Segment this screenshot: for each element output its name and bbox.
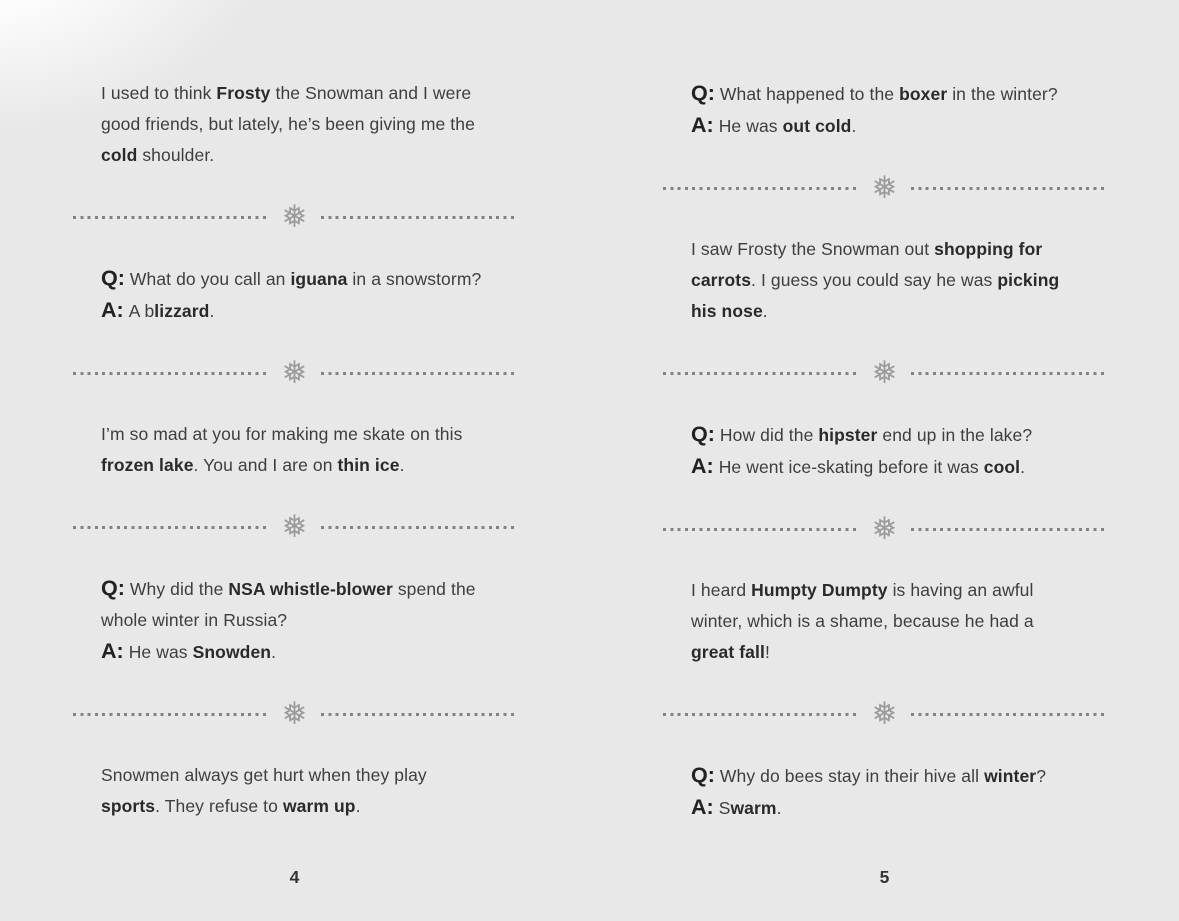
snowflake-divider bbox=[663, 510, 1106, 546]
joke-bold-text: boxer bbox=[899, 84, 948, 104]
joke-bold-text: cold bbox=[101, 145, 138, 165]
snowflake-divider bbox=[663, 354, 1106, 390]
joke-text: . bbox=[355, 796, 361, 816]
joke-text: . bbox=[271, 642, 277, 662]
joke-paragraph bbox=[73, 760, 516, 822]
snowflake-icon: ❅ bbox=[871, 354, 898, 390]
joke-text: the Snowman and I were good friends, but lately, he’s been giving me the bbox=[101, 83, 475, 134]
snowflake-icon: ❅ bbox=[281, 354, 308, 390]
joke-bold-text: picking his nose bbox=[691, 270, 1060, 321]
page-right bbox=[663, 78, 1106, 921]
dotted-line bbox=[73, 713, 269, 716]
joke-paragraph bbox=[663, 575, 1106, 668]
snowflake-icon: ❅ bbox=[281, 198, 308, 234]
dotted-line bbox=[73, 372, 269, 375]
joke-text: I saw Frosty the Snowman out bbox=[691, 239, 935, 259]
dotted-line bbox=[911, 528, 1107, 531]
snowflake-divider bbox=[73, 354, 516, 390]
joke-bold-text: Frosty bbox=[216, 83, 271, 103]
joke-text: A b bbox=[128, 301, 155, 321]
dotted-line bbox=[321, 372, 517, 375]
joke-bold-text: frozen lake bbox=[101, 455, 194, 475]
answer-prefix: A: bbox=[691, 454, 714, 478]
qa-question-line bbox=[663, 419, 1106, 451]
joke-text: What do you call an bbox=[129, 269, 291, 289]
joke-text: What happened to the bbox=[719, 84, 900, 104]
joke-bold-text: Humpty Dumpty bbox=[751, 580, 888, 600]
dotted-line bbox=[911, 372, 1107, 375]
dotted-line bbox=[73, 216, 269, 219]
snowflake-divider bbox=[73, 508, 516, 544]
joke-text: He was bbox=[128, 642, 193, 662]
joke-bold-text: hipster bbox=[818, 425, 878, 445]
joke-paragraph bbox=[663, 234, 1106, 327]
joke-text: shoulder. bbox=[137, 145, 215, 165]
question-prefix: Q: bbox=[691, 81, 715, 105]
answer-prefix: A: bbox=[101, 298, 124, 322]
joke-text: I used to think bbox=[101, 83, 217, 103]
joke-text: in the winter? bbox=[947, 84, 1058, 104]
dotted-line bbox=[911, 713, 1107, 716]
question-prefix: Q: bbox=[101, 576, 125, 600]
joke-bold-text: winter bbox=[984, 766, 1037, 786]
joke-text: He went ice-skating before it was bbox=[718, 457, 984, 477]
page-number: 5 bbox=[879, 867, 890, 887]
dotted-line bbox=[663, 713, 859, 716]
joke-text: end up in the lake? bbox=[877, 425, 1033, 445]
joke-bold-text: out cold bbox=[782, 116, 852, 136]
dotted-line bbox=[321, 216, 517, 219]
qa-answer-line bbox=[663, 792, 1106, 824]
dotted-line bbox=[663, 528, 859, 531]
joke-text: Why do bees stay in their hive all bbox=[719, 766, 985, 786]
joke-bold-text: warm bbox=[730, 798, 777, 818]
joke-text: Why did the bbox=[129, 579, 229, 599]
joke-text: I heard bbox=[691, 580, 752, 600]
dotted-line bbox=[911, 187, 1107, 190]
joke-text: spend the whole winter in Russia? bbox=[101, 579, 476, 630]
dotted-line bbox=[321, 526, 517, 529]
joke-bold-text: great fall bbox=[691, 642, 765, 662]
page-footer bbox=[663, 867, 1106, 921]
joke-paragraph bbox=[73, 419, 516, 481]
qa-answer-line bbox=[663, 451, 1106, 483]
snowflake-divider bbox=[663, 169, 1106, 205]
joke-text: ! bbox=[764, 642, 770, 662]
joke-bold-text: Snowden bbox=[192, 642, 272, 662]
qa-answer-line bbox=[663, 110, 1106, 142]
joke-bold-text: shopping for carrots bbox=[691, 239, 1043, 290]
joke-text: S bbox=[718, 798, 731, 818]
page-left bbox=[73, 78, 516, 921]
snowflake-icon: ❅ bbox=[871, 169, 898, 205]
joke-paragraph bbox=[73, 78, 516, 171]
snowflake-icon: ❅ bbox=[871, 695, 898, 731]
joke-bold-text: lizzard bbox=[154, 301, 210, 321]
joke-text: . bbox=[776, 798, 782, 818]
joke-text: How did the bbox=[719, 425, 819, 445]
joke-text: ? bbox=[1036, 766, 1047, 786]
joke-text: . They refuse to bbox=[155, 796, 283, 816]
qa-question-line bbox=[663, 78, 1106, 110]
joke-text: Snowmen always get hurt when they play bbox=[101, 765, 427, 785]
joke-text: . bbox=[851, 116, 857, 136]
joke-text: in a snowstorm? bbox=[347, 269, 482, 289]
question-prefix: Q: bbox=[691, 422, 715, 446]
page-content bbox=[73, 78, 516, 822]
snowflake-icon: ❅ bbox=[281, 508, 308, 544]
qa-question-line bbox=[663, 760, 1106, 792]
dotted-line bbox=[321, 713, 517, 716]
dotted-line bbox=[663, 187, 859, 190]
snowflake-icon: ❅ bbox=[281, 695, 308, 731]
page-number: 4 bbox=[289, 867, 300, 887]
qa-answer-line bbox=[73, 295, 516, 327]
snowflake-divider bbox=[73, 695, 516, 731]
snowflake-divider bbox=[663, 695, 1106, 731]
joke-text: . bbox=[209, 301, 215, 321]
qa-question-line bbox=[73, 573, 516, 636]
qa-question-line bbox=[73, 263, 516, 295]
joke-text: He was bbox=[718, 116, 783, 136]
joke-bold-text: iguana bbox=[290, 269, 348, 289]
joke-text: . I guess you could say he was bbox=[751, 270, 998, 290]
snowflake-icon: ❅ bbox=[871, 510, 898, 546]
joke-bold-text: cool bbox=[983, 457, 1021, 477]
dotted-line bbox=[73, 526, 269, 529]
joke-bold-text: NSA whistle-blower bbox=[228, 579, 393, 599]
joke-text: I’m so mad at you for making me skate on this bbox=[101, 424, 463, 444]
qa-answer-line bbox=[73, 636, 516, 668]
joke-text: . bbox=[399, 455, 405, 475]
joke-text: . bbox=[1020, 457, 1026, 477]
page-content bbox=[663, 78, 1106, 824]
page-footer bbox=[73, 867, 516, 921]
snowflake-divider bbox=[73, 198, 516, 234]
joke-text: . You and I are on bbox=[193, 455, 338, 475]
joke-bold-text: warm up bbox=[282, 796, 356, 816]
answer-prefix: A: bbox=[691, 113, 714, 137]
question-prefix: Q: bbox=[691, 763, 715, 787]
joke-text: . bbox=[762, 301, 768, 321]
dotted-line bbox=[663, 372, 859, 375]
answer-prefix: A: bbox=[691, 795, 714, 819]
joke-text: is having an awful winter, which is a shame, because he had a bbox=[691, 580, 1034, 631]
question-prefix: Q: bbox=[101, 266, 125, 290]
answer-prefix: A: bbox=[101, 639, 124, 663]
joke-bold-text: thin ice bbox=[337, 455, 400, 475]
joke-bold-text: sports bbox=[101, 796, 156, 816]
